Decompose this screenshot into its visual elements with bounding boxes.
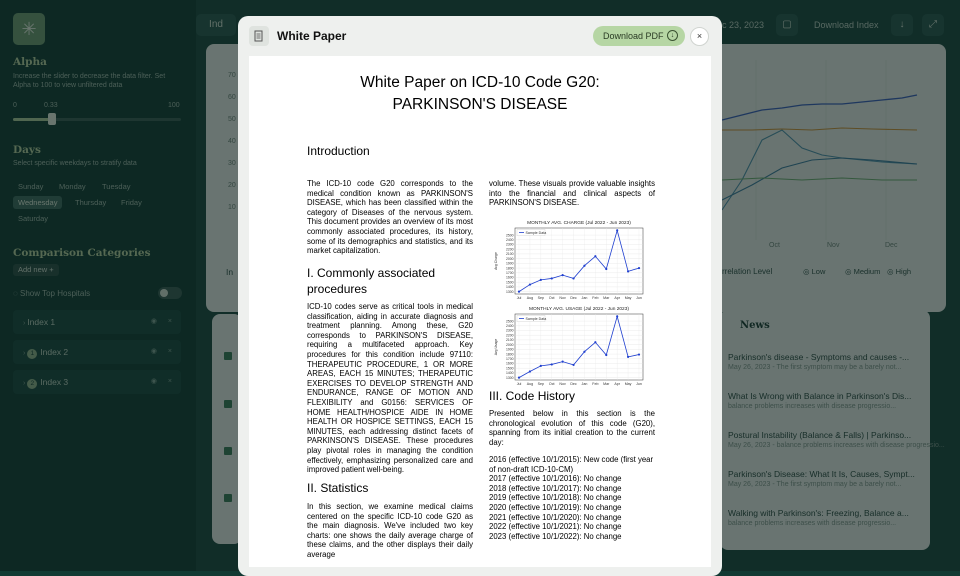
- avg-usage-chart-svg: [491, 307, 649, 393]
- code-history-entry: 2022 (effective 10/1/2021): No change: [489, 522, 622, 532]
- section-2-heading: II. Statistics: [307, 481, 369, 495]
- y-tick-label: 1900: [505, 261, 514, 266]
- download-icon: ↓: [667, 30, 678, 41]
- download-pdf-button[interactable]: [593, 26, 685, 46]
- y-tick-label: 1600: [505, 361, 514, 366]
- y-tick-label: 1700: [505, 356, 514, 361]
- x-tick-label: Sep: [537, 382, 545, 386]
- section-3-heading: III. Code History: [489, 389, 576, 403]
- y-tick-label: 1900: [505, 347, 514, 352]
- y-tick-label: 1500: [505, 366, 514, 371]
- y-tick-label: 1300: [505, 289, 514, 294]
- x-tick-label: May: [624, 296, 632, 300]
- x-tick-label: Feb: [592, 382, 599, 386]
- x-tick-label: Jun: [636, 382, 642, 386]
- x-tick-label: Dec: [570, 296, 577, 300]
- data-point: [529, 283, 531, 285]
- code-history-entry: 2016 (effective 10/1/2015): New code (first year of non-draft ICD-10-CM): [489, 455, 654, 474]
- y-tick-label: 2400: [505, 323, 514, 328]
- x-tick-label: Oct: [548, 296, 555, 300]
- data-point: [627, 356, 629, 358]
- y-tick-label: 2300: [505, 242, 514, 247]
- data-point: [594, 255, 596, 257]
- data-point: [529, 370, 531, 372]
- data-point: [616, 229, 618, 231]
- data-point: [605, 268, 607, 270]
- data-point: [583, 265, 585, 267]
- y-tick-label: 2400: [505, 237, 514, 242]
- code-history-entry: 2023 (effective 10/1/2022): No change: [489, 531, 622, 541]
- x-tick-label: Sep: [537, 296, 545, 300]
- avg-usage-chart-title: MONTHLY AVG. USAGE (Jul 2022 - Jun 2023): [529, 307, 629, 312]
- x-tick-label: Apr: [614, 296, 620, 300]
- x-tick-label: Jan: [581, 382, 588, 386]
- y-tick-label: 1400: [505, 371, 514, 376]
- x-tick-label: Nov: [559, 296, 566, 300]
- x-tick-label: Jun: [636, 296, 642, 300]
- white-paper-modal: [238, 16, 722, 576]
- data-point: [518, 291, 520, 293]
- legend-label: Sample Data: [525, 316, 547, 321]
- y-tick-label: 1400: [505, 285, 514, 290]
- close-button[interactable]: ×: [690, 27, 709, 46]
- code-history-list: [489, 455, 655, 541]
- data-point: [540, 279, 542, 281]
- data-point: [518, 377, 520, 379]
- x-tick-label: Jul: [516, 382, 522, 386]
- paper-title-line-2: PARKINSON'S DISEASE: [392, 96, 568, 113]
- data-point: [627, 270, 629, 272]
- plot-area: [515, 228, 643, 294]
- x-tick-label: Aug: [526, 296, 534, 300]
- avg-usage-chart: [491, 307, 649, 393]
- x-tick-label: Apr: [614, 382, 620, 386]
- y-tick-label: 2100: [505, 338, 514, 343]
- y-tick-label: 1500: [505, 280, 514, 285]
- modal-header: [238, 16, 722, 56]
- data-point: [605, 354, 607, 356]
- y-axis-label: Avg Charge: [494, 252, 498, 270]
- y-tick-label: 2500: [505, 319, 514, 324]
- x-tick-label: Nov: [559, 382, 566, 386]
- code-history-entry: 2020 (effective 10/1/2019): No change: [489, 502, 622, 512]
- x-tick-label: Oct: [548, 382, 555, 386]
- x-tick-label: Feb: [592, 296, 599, 300]
- avg-charge-chart-svg: [491, 221, 649, 307]
- data-point: [562, 361, 564, 363]
- y-tick-label: 1600: [505, 275, 514, 280]
- intro-paragraph: The ICD-10 code G20 corresponds to the medical condition known as PARKINSON'S DISEASE, which has been classified within the category of Diseases of the nervous system. This document provides an overview of its most commonly associated procedures, its history, some of its demographics and statistics, and its market capitalization.: [307, 179, 473, 256]
- x-tick-label: Aug: [526, 382, 534, 386]
- y-tick-label: 1800: [505, 352, 514, 357]
- modal-title: White Paper: [277, 29, 347, 43]
- y-tick-label: 2300: [505, 328, 514, 333]
- avg-charge-chart: [491, 221, 649, 307]
- x-tick-label: Dec: [570, 382, 577, 386]
- y-tick-label: 2200: [505, 333, 514, 338]
- avg-charge-chart-title: MONTHLY AVG. CHARGE (Jul 2022 - Jun 2023): [527, 221, 631, 226]
- section-1-paragraph: ICD-10 codes serve as critical tools in medical classification, aiding in accurate diagnosis and treatment planning. Among these, G20 corresponds to PARKINSON'S DISEASE, requiring a multifaceted approach. Key procedures for this condition include 97110: THERAPEUTIC PROCEDURE, 1 OR MORE AREAS, EACH 15 MINUTES; THERAPEUTIC EXERCISES TO DEVELOP STRENGTH AND ENDURANCE, RANGE OF MOTION AND FLEXIBILITY and G0156: SERVICES OF HOME HEALTH/HOSPICE AIDE IN HOME HEALTH OR HOSPICE SETTINGS, EACH 15 MINUTES, each addressing distinct facets of PARKINSON'S DISEASE. These procedures play pivotal roles in managing the condition effectively, emphasizing personalized care and improved patient well-being.: [307, 302, 473, 475]
- data-point: [594, 341, 596, 343]
- document-icon: [249, 26, 269, 46]
- data-point: [572, 364, 574, 366]
- code-history-entry: 2017 (effective 10/1/2016): No change: [489, 474, 622, 484]
- intro-heading: Introduction: [307, 144, 370, 158]
- code-history-entry: 2018 (effective 10/1/2017): No change: [489, 483, 622, 493]
- y-tick-label: 2000: [505, 256, 514, 261]
- section-1-heading: I. Commonly associated procedures: [307, 266, 436, 296]
- x-tick-label: Jul: [516, 296, 522, 300]
- data-point: [638, 267, 640, 269]
- y-axis-label: Avg Usage: [494, 338, 498, 356]
- x-tick-label: May: [624, 382, 632, 386]
- x-tick-label: Mar: [603, 382, 610, 386]
- data-point: [562, 274, 564, 276]
- y-tick-label: 2500: [505, 233, 514, 238]
- y-tick-label: 2200: [505, 247, 514, 252]
- pdf-page[interactable]: [249, 56, 711, 567]
- data-point: [616, 315, 618, 317]
- section-3-paragraph: Presented below in this section is the chronological evolution of this code (G20), spanning from its initial creation to the current day:: [489, 409, 655, 447]
- plot-area: [515, 314, 643, 380]
- paper-title-line-1: White Paper on ICD-10 Code G20:: [360, 74, 600, 91]
- code-history-entry: 2019 (effective 10/1/2018): No change: [489, 493, 622, 503]
- column-2-paragraph: volume. These visuals provide valuable insights into the financial and clinical aspects of PARKINSON'S DISEASE.: [489, 179, 655, 208]
- x-tick-label: Jan: [581, 296, 588, 300]
- paper-title: [249, 72, 711, 116]
- legend-label: Sample Data: [525, 230, 547, 235]
- data-point: [572, 277, 574, 279]
- y-tick-label: 2100: [505, 252, 514, 257]
- y-tick-label: 1700: [505, 270, 514, 275]
- y-tick-label: 1300: [505, 375, 514, 380]
- y-tick-label: 2000: [505, 342, 514, 347]
- data-point: [638, 353, 640, 355]
- section-2-paragraph: In this section, we examine medical claims centered on the specific ICD-10 code G20 as the main diagnosis. We've included two key charts: one shows the daily average charge of these claims, and the other displays their daily average: [307, 502, 473, 559]
- data-point: [540, 365, 542, 367]
- download-pdf-label: Download PDF: [603, 31, 664, 41]
- data-point: [551, 277, 553, 279]
- code-history-entry: 2021 (effective 10/1/2020): No change: [489, 512, 622, 522]
- x-tick-label: Mar: [603, 296, 610, 300]
- y-tick-label: 1800: [505, 266, 514, 271]
- data-point: [583, 351, 585, 353]
- data-point: [551, 363, 553, 365]
